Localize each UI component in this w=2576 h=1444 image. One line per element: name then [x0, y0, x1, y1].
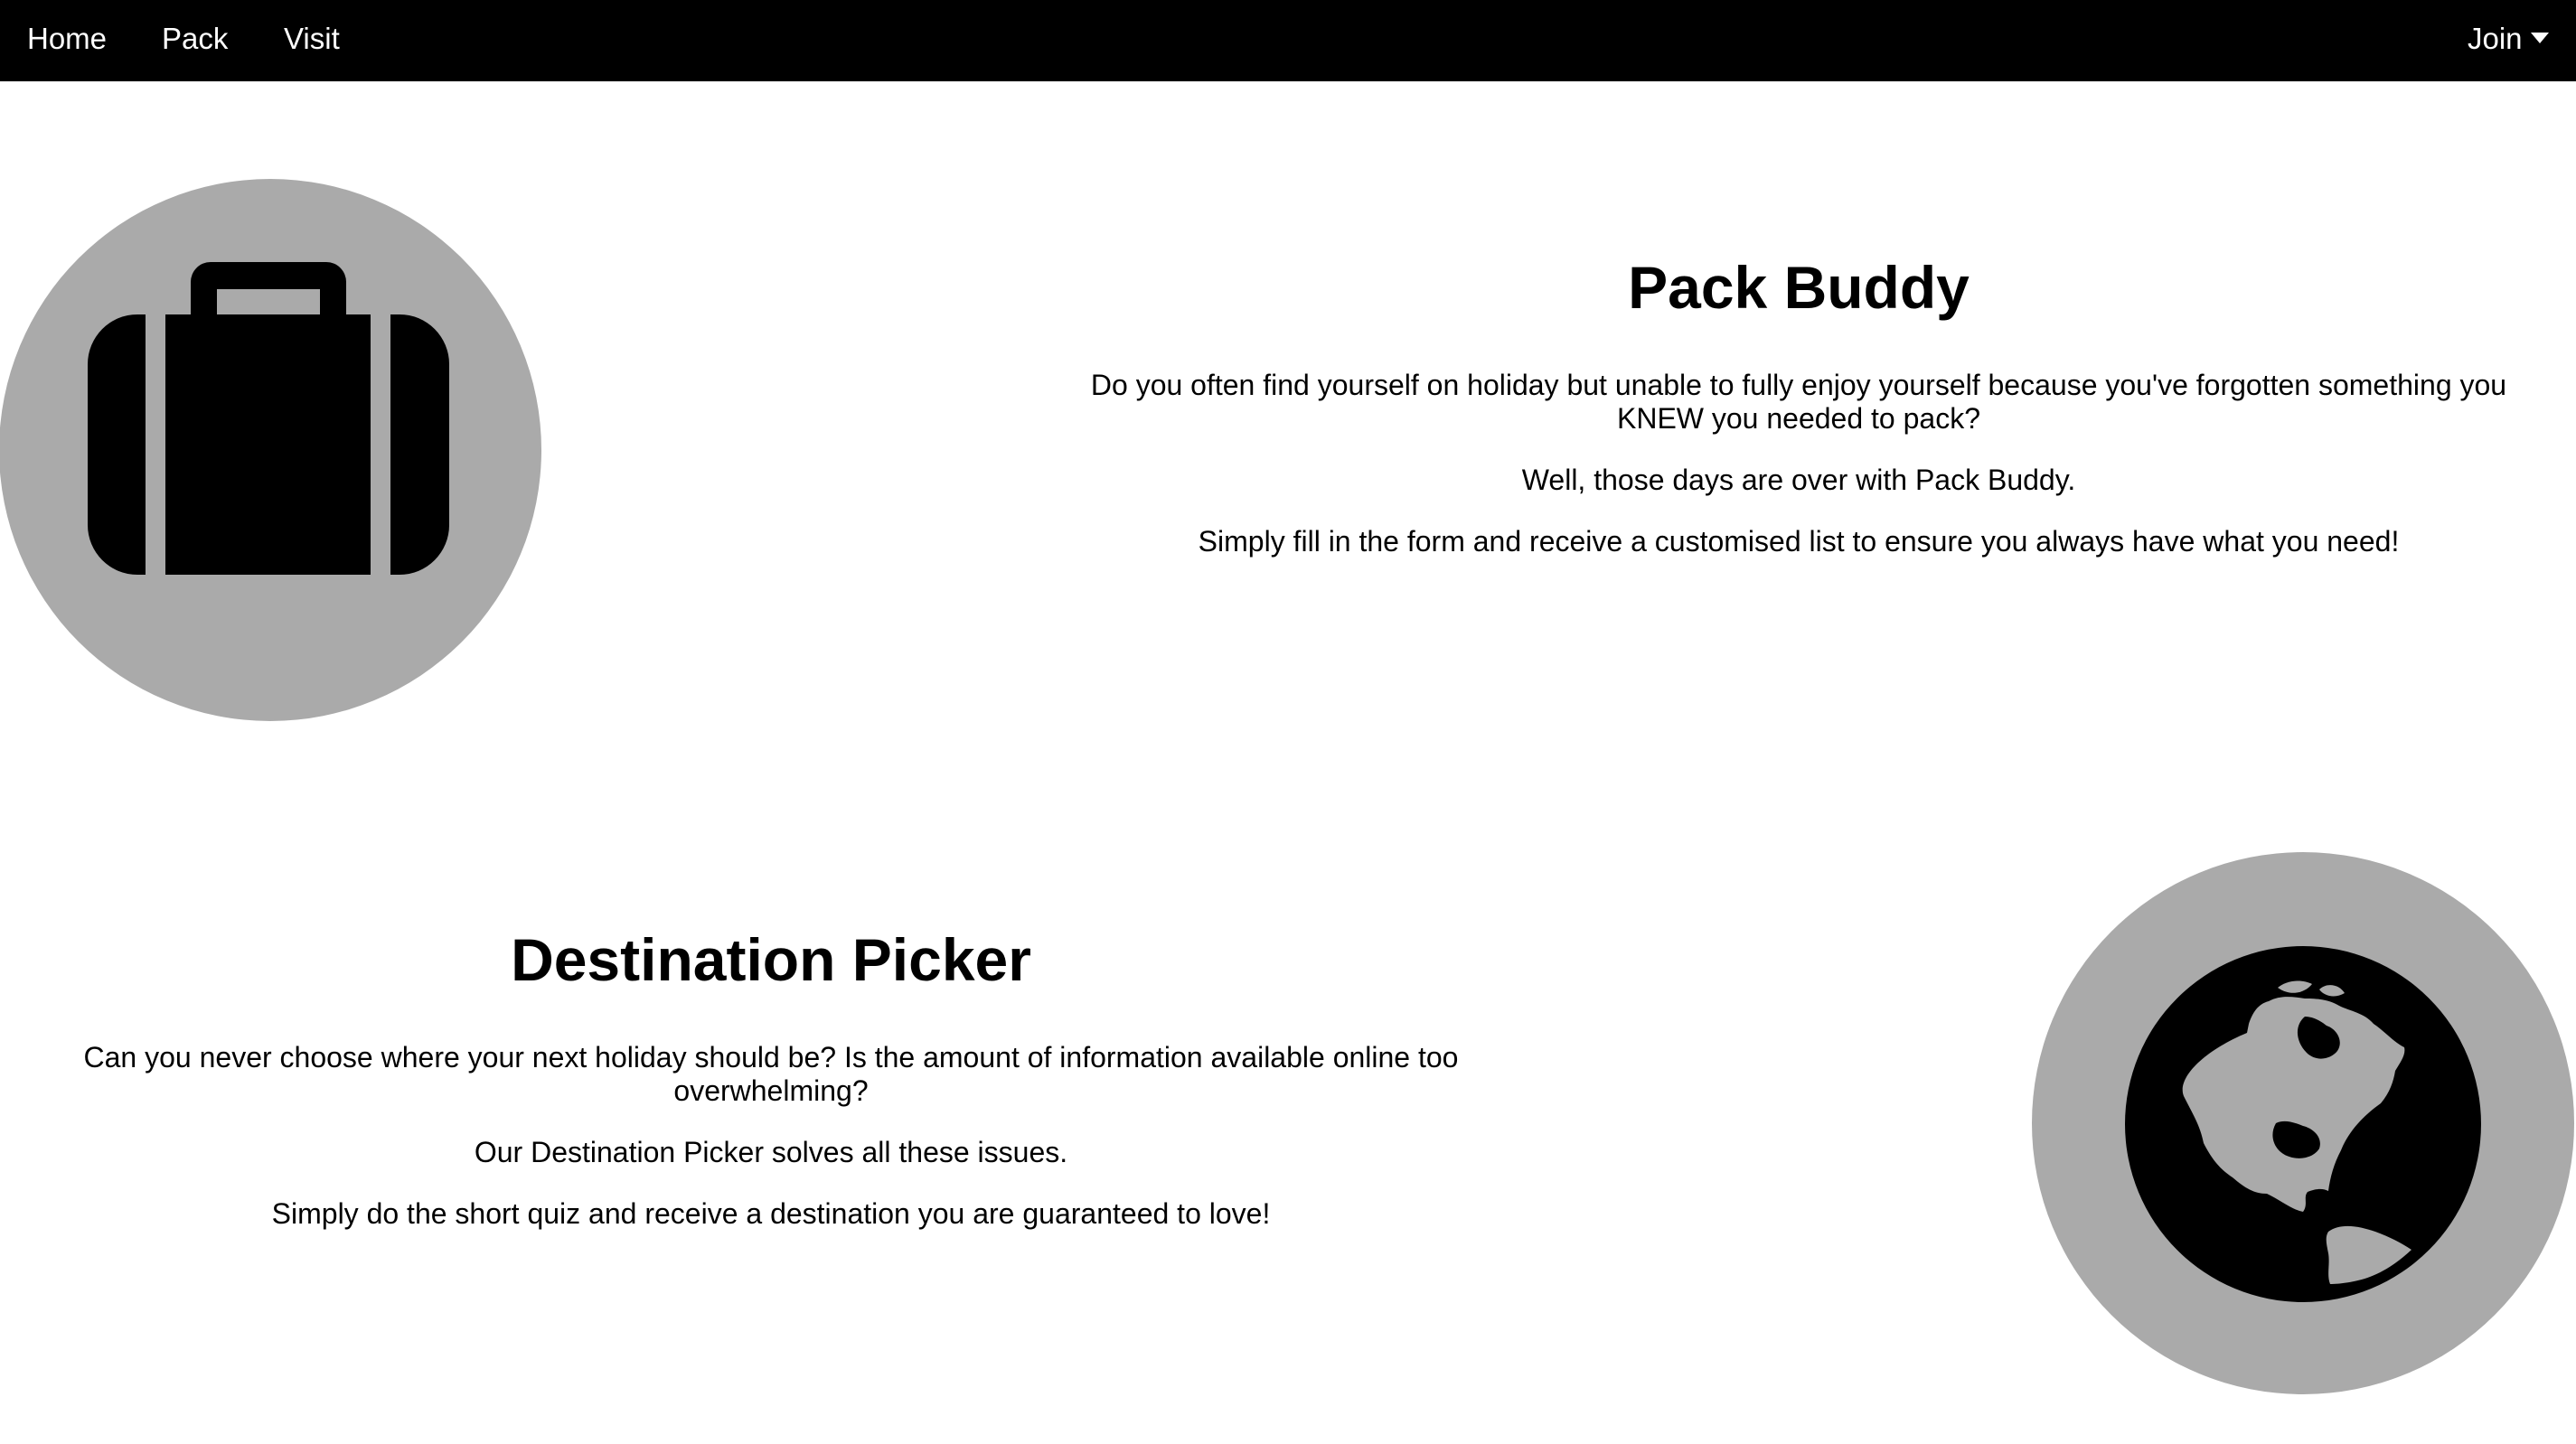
- suitcase-icon-circle: [0, 179, 541, 721]
- pack-buddy-paragraph-3: Simply fill in the form and receive a customised list to ensure you always have what you need!: [1198, 525, 2400, 558]
- suitcase-icon: [0, 179, 541, 721]
- nav-home-link[interactable]: Home: [27, 22, 108, 55]
- caret-down-icon: [2531, 33, 2549, 43]
- destination-picker-title: Destination Picker: [511, 926, 1031, 993]
- destination-picker-paragraph-3: Simply do the short quiz and receive a destination you are guaranteed to love!: [271, 1197, 1271, 1230]
- destination-picker-paragraph-2: Our Destination Picker solves all these issues.: [474, 1136, 1068, 1168]
- destination-picker-text: [48, 916, 1494, 1259]
- globe-icon: [2032, 852, 2574, 1394]
- nav-join-dropdown[interactable]: [2468, 0, 2549, 81]
- pack-buddy-paragraph-1: Do you often find yourself on holiday but unable to fully enjoy yourself because you've forgotten something you KNEW you needed to pack?: [1090, 369, 2507, 435]
- nav-visit-link[interactable]: Visit: [284, 22, 340, 55]
- nav-pack-link[interactable]: Pack: [162, 22, 229, 55]
- pack-buddy-text: [1076, 244, 2522, 586]
- navbar: [0, 0, 2576, 81]
- globe-icon-circle: [2032, 852, 2574, 1394]
- nav-join-label: Join: [2468, 22, 2523, 55]
- pack-buddy-paragraph-2: Well, those days are over with Pack Buddy.: [1521, 464, 2076, 496]
- pack-buddy-title: Pack Buddy: [1628, 254, 1970, 321]
- destination-picker-paragraph-1: Can you never choose where your next holiday should be? Is the amount of information available online too overwhelming?: [83, 1041, 1459, 1107]
